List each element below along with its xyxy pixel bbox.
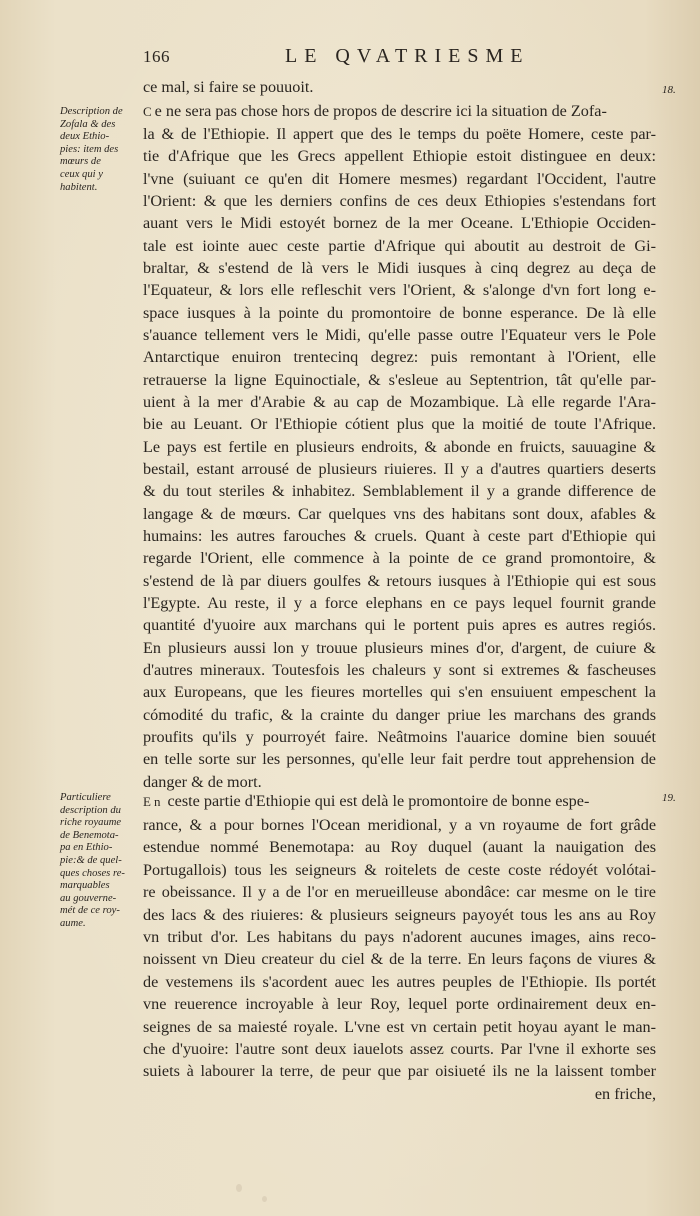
text-line: regarde l'Orient, elle commence à la pointe de ce grand promontoire, &: [143, 549, 656, 568]
text-line: l'Orient: & que les derniers confins de ces deux Ethiopies s'estendans fort: [143, 191, 656, 210]
text-line: proufits qu'ils y pourroyét faire. Neâtmoins l'auarice domine bien souuét: [143, 727, 656, 746]
text-line: Portugallois) tous les seigneurs & roitelets de ceste coste rédoyét volótai-: [143, 860, 656, 879]
drop-capital: E: [143, 794, 154, 809]
side-note-line: Particuliere: [60, 792, 111, 803]
side-note-line: ques choses re-: [60, 867, 125, 879]
text-line: tale est iointe auec ceste partie d'Afrique qui aboutit au destroit de Gi-: [143, 236, 656, 255]
text-line: & du tout steriles & inhabitez. Semblablement il y a grande difference de: [143, 482, 656, 501]
text-line: l'Egypte. Au reste, il y a force elephans en ce pays lequel fournit grande: [143, 593, 656, 612]
text-line: cómodité du trafic, & la crainte du danger priue les marchans des grands: [143, 705, 656, 724]
side-note-zofala: [60, 106, 142, 194]
text-line: humains: les autres farouches & cruels. Quant à ceste part d'Ethiopie qui: [143, 526, 656, 545]
paragraph-opening-line: [143, 790, 656, 813]
text-line: bie au Leuant. Or l'Ethiopie cótient plus que la moitié de toute l'Afrique.: [143, 415, 656, 434]
text-line: d'autres mineraux. Toutesfois les chaleurs y sont si extremes & fascheuses: [143, 660, 656, 679]
text-line: de vestemens ils s'acordent auec les autres peuples de l'Ethiopie. Ils portét: [143, 972, 656, 991]
opening-text: e ne sera pas chose hors de propos de descrire ici la situation de Zofa-: [154, 102, 607, 120]
margin-number-first: 18.: [662, 84, 676, 96]
side-note-line: ceux qui y: [60, 168, 103, 180]
text-line: ce mal, si faire se pouuoit.: [143, 78, 314, 96]
paper-blemish: [262, 1196, 267, 1202]
side-note-line: Description de: [60, 106, 123, 117]
text-line: vn tribut d'or. Les habitans du pays n'adorent aucunes images, ains reco-: [143, 928, 656, 946]
margin-number-second: 19.: [662, 792, 676, 804]
text-line: estendue nommé Benemotapa: au Roy duquel (auant la nauigation des: [143, 838, 656, 857]
text-line: suiets à labourer la terre, de peur que par oisiueté ils ne la laissent tomber: [143, 1062, 656, 1081]
text-line: Antarctique enuiron trentecinq degrez: puis remontant à l'Orient, elle: [143, 348, 656, 367]
text-line: seignes de sa maiesté royale. L'vne est vn certain petit hoyau ayant le man-: [143, 1017, 656, 1036]
side-note-line: au gouverne-: [60, 892, 117, 904]
text-line: Le pays est fertile en plusieurs endroits, & abonde en fruicts, sauuagine &: [143, 437, 656, 456]
side-note-line: mét de ce roy-: [60, 905, 120, 917]
text-line: aux Europeans, que les fieures mortelles qui s'en ensuiuent empeschent la: [143, 683, 656, 702]
text-line: noissent vn Dieu createur du ciel & de la terre. En leurs façons de viures &: [143, 950, 656, 969]
text-line: l'Equateur, & lors elle refleschit vers l'Orient, & s'alonge d'vn fort long e-: [143, 281, 656, 300]
text-line: tie d'Afrique que les Grecs appellent Ethiopie estoit distinguee en deux:: [143, 147, 656, 166]
side-note-line: marquables: [60, 880, 110, 892]
text-line: des lacs & des riuieres: & plusieurs seigneurs payoyét tous les ans au Roy: [143, 905, 656, 924]
text-line: braltar, & s'estend de là vers le Midi iusques à cinq degrez au deça de: [143, 258, 656, 277]
text-line: en telle sorte sur les personnes, qu'elle leur fait perdre tout apprehension de: [143, 750, 656, 769]
page-number: 166: [143, 47, 170, 66]
text-line: En plusieurs aussi lon y trouue plusieurs mines d'or, d'argent, de cuiure &: [143, 638, 656, 657]
text-line: auant vers le Midi estoyét bornez de la mer Oceane. L'Ethiopie Occiden-: [143, 214, 656, 233]
side-note-line: deux Ethio-: [60, 131, 110, 143]
text-line: langage & de mœurs. Car quelques vns des habitans sont doux, afables &: [143, 504, 656, 523]
opening-text: ceste partie d'Ethiopie qui est delà le promontoire de bonne espe-: [167, 792, 590, 810]
drop-capital: C: [143, 104, 155, 119]
text-line: quantité d'yuoire aux marchans qui le portent puis apres es autres regiós.: [143, 616, 656, 635]
text-line: la & de l'Ethiopie. Il appert que des le temps du poëte Homere, ceste par-: [143, 125, 656, 143]
side-note-line: riche royaume: [60, 817, 122, 829]
text-line: s'estend de là par diuers goulfes & retours iusques à l'Ethiopie qui est sous: [143, 571, 656, 590]
text-line: retrauerse la ligne Equinoctiale, & s'esleue au Septentrion, tât qu'elle par-: [143, 370, 656, 389]
text-line: l'vne (suiuant ce qu'en dit Homere mesmes) regardant l'Occident, l'autre: [143, 169, 656, 188]
side-note-line: pies: item des: [60, 143, 119, 155]
drop-capital-rest: n: [153, 794, 164, 809]
side-note-line: pa en Ethio-: [60, 842, 113, 854]
text-line: s'auance tellement vers le Midi, qu'elle passe outre l'Equateur vers le Pole: [143, 325, 656, 344]
side-note-line: pie:& de quel-: [60, 854, 122, 866]
text-line: vne reuerence incroyable à leur Roy, lequel porte ordinairement deux en-: [143, 995, 656, 1014]
side-note-line: habitent.: [60, 181, 98, 193]
text-line: che d'yuoire: l'autre sont deux iauelots assez courts. Par l'vne il exhorte ses: [143, 1040, 656, 1058]
text-line: en friche,: [594, 1084, 656, 1103]
side-note-line: description du: [60, 804, 121, 816]
text-line: space iusques à la pointe du promontoire de bonne esperance. De là elle: [143, 303, 656, 322]
paragraph-opening-line: [143, 100, 656, 123]
side-note-line: Zofala & des: [60, 118, 116, 130]
side-note-benemotapa: [60, 792, 142, 931]
text-line: bestail, estant arrousé de plusieurs riuieres. Il y a d'autres quartiers deserts: [143, 459, 656, 478]
text-line: re obeissance. Il y a de l'or en merueilleuse abondâce: car mesme on le tire: [143, 883, 656, 902]
running-head: LE QVATRIESME: [285, 45, 530, 67]
side-note-line: de Benemota-: [60, 829, 119, 841]
text-line: uient à la mer d'Arabie & au cap de Mozambique. Là elle regarde l'Ara-: [143, 392, 656, 411]
paper-blemish: [236, 1184, 242, 1192]
text-line: rance, & a pour bornes l'Ocean meridional, y a vn royaume de fort grâde: [143, 816, 656, 834]
text-line: danger & de mort.: [143, 772, 262, 791]
side-note-line: aume.: [60, 917, 86, 929]
side-note-line: mœurs de: [60, 156, 101, 168]
